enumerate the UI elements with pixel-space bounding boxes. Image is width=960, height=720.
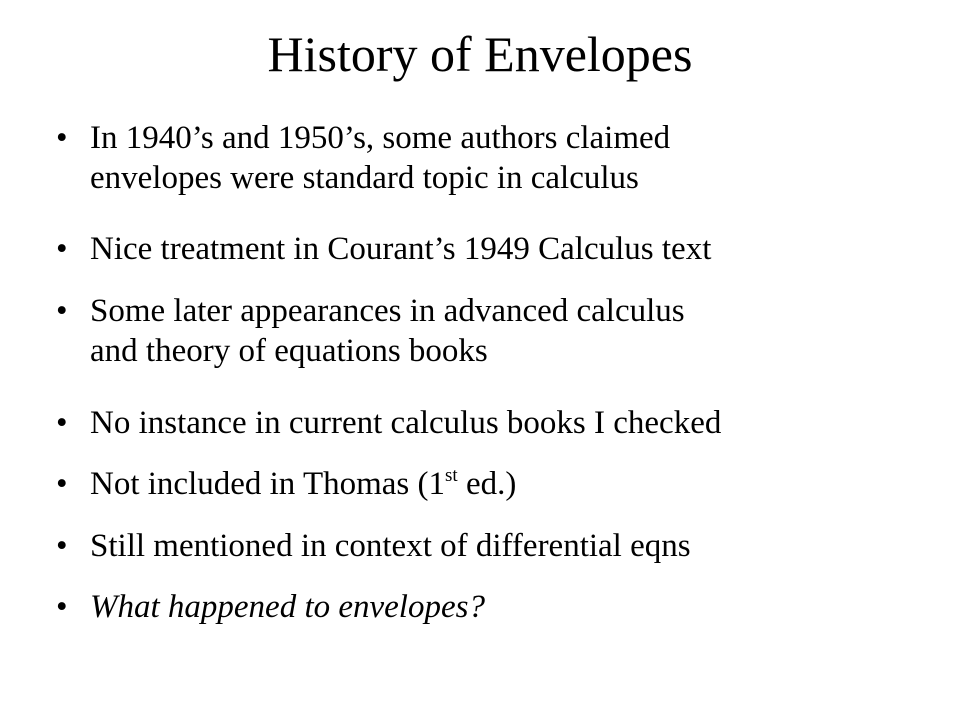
bullet-1-line-2: envelopes were standard topic in calculus [90,160,639,196]
bullet-dot-icon: • [56,528,68,564]
bullet-dot-icon: • [56,120,68,156]
bullet-dot-icon: • [56,589,68,625]
bullet-1-line-1: In 1940’s and 1950’s, some authors claimed [90,120,671,156]
bullet-4-text: No instance in current calculus books I checked [90,405,722,441]
bullet-dot-icon: • [56,466,68,502]
bullet-7-text: What happened to envelopes? [90,589,485,625]
bullet-5-superscript: st [445,465,458,486]
bullet-5-text [90,464,920,504]
bullet-item-7 [56,587,920,627]
bullet-3-line-1: Some later appearances in advanced calculus [90,293,685,329]
bullet-item-1 [56,118,920,198]
bullet-5-text-after: ed.) [457,466,517,502]
bullet-item-4 [56,403,920,443]
bullet-item-3 [56,291,920,371]
bullet-dot-icon: • [56,405,68,441]
bullet-item-6 [56,526,920,566]
bullet-dot-icon: • [56,293,68,329]
bullet-dot-icon: • [56,231,68,267]
bullet-item-5 [56,464,920,504]
bullet-2-text: Nice treatment in Courant’s 1949 Calculus text [90,231,712,267]
bullet-3-line-2: and theory of equations books [90,333,488,369]
bullet-item-2 [56,229,920,269]
slide-title: History of Envelopes [267,26,693,82]
bullet-6-text: Still mentioned in context of differential eqns [90,528,691,564]
bullet-5-text-before: Not included in Thomas (1 [90,466,446,502]
